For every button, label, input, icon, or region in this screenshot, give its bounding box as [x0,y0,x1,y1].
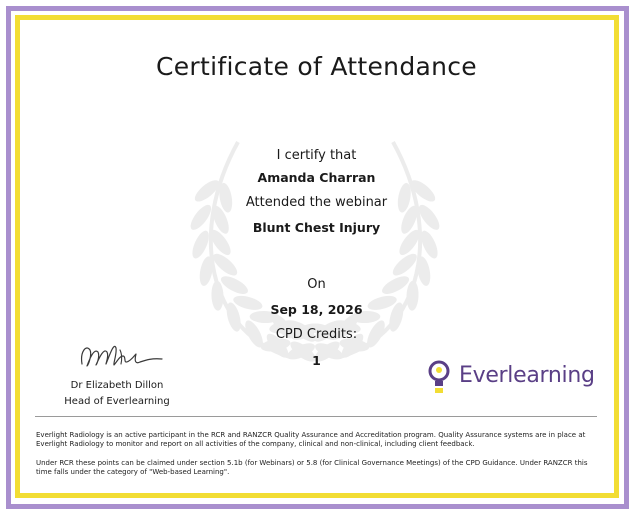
signatory-role: Head of Everlearning [64,396,170,407]
cpd-value: 1 [312,353,321,368]
logo-text: Everlearning [459,363,595,388]
footer-paragraph-2: Under RCR these points can be claimed under section 5.1b (for Webinars) or 5.8 (for Clinical Governance Meetings) of the CPD Guidance. Under RANZCR this time falls under the category of "Web-based Learning". [36,459,588,476]
cpd-label: CPD Credits: [275,327,358,342]
webinar-title: Blunt Chest Injury [252,220,381,235]
signatory-name: Dr Elizabeth Dillon [70,380,164,391]
footer-divider [35,416,597,417]
signature-icon [76,338,166,372]
certify-text: I certify that [276,148,357,163]
certificate-title: Certificate of Attendance [155,52,477,81]
on-label: On [307,277,326,292]
attended-text: Attended the webinar [245,195,388,210]
attendance-date: Sep 18, 2026 [270,302,363,317]
footer-paragraph-1: Everlight Radiology is an active participant in the RCR and RANZCR Quality Assurance and Accreditation program. Quality Assurance systems are in place at Everlight Radiology to monitor and report on all activities of the company, clinical and non-clinical, including client feedback. [36,431,586,448]
attendee-name: Amanda Charran [257,170,376,185]
